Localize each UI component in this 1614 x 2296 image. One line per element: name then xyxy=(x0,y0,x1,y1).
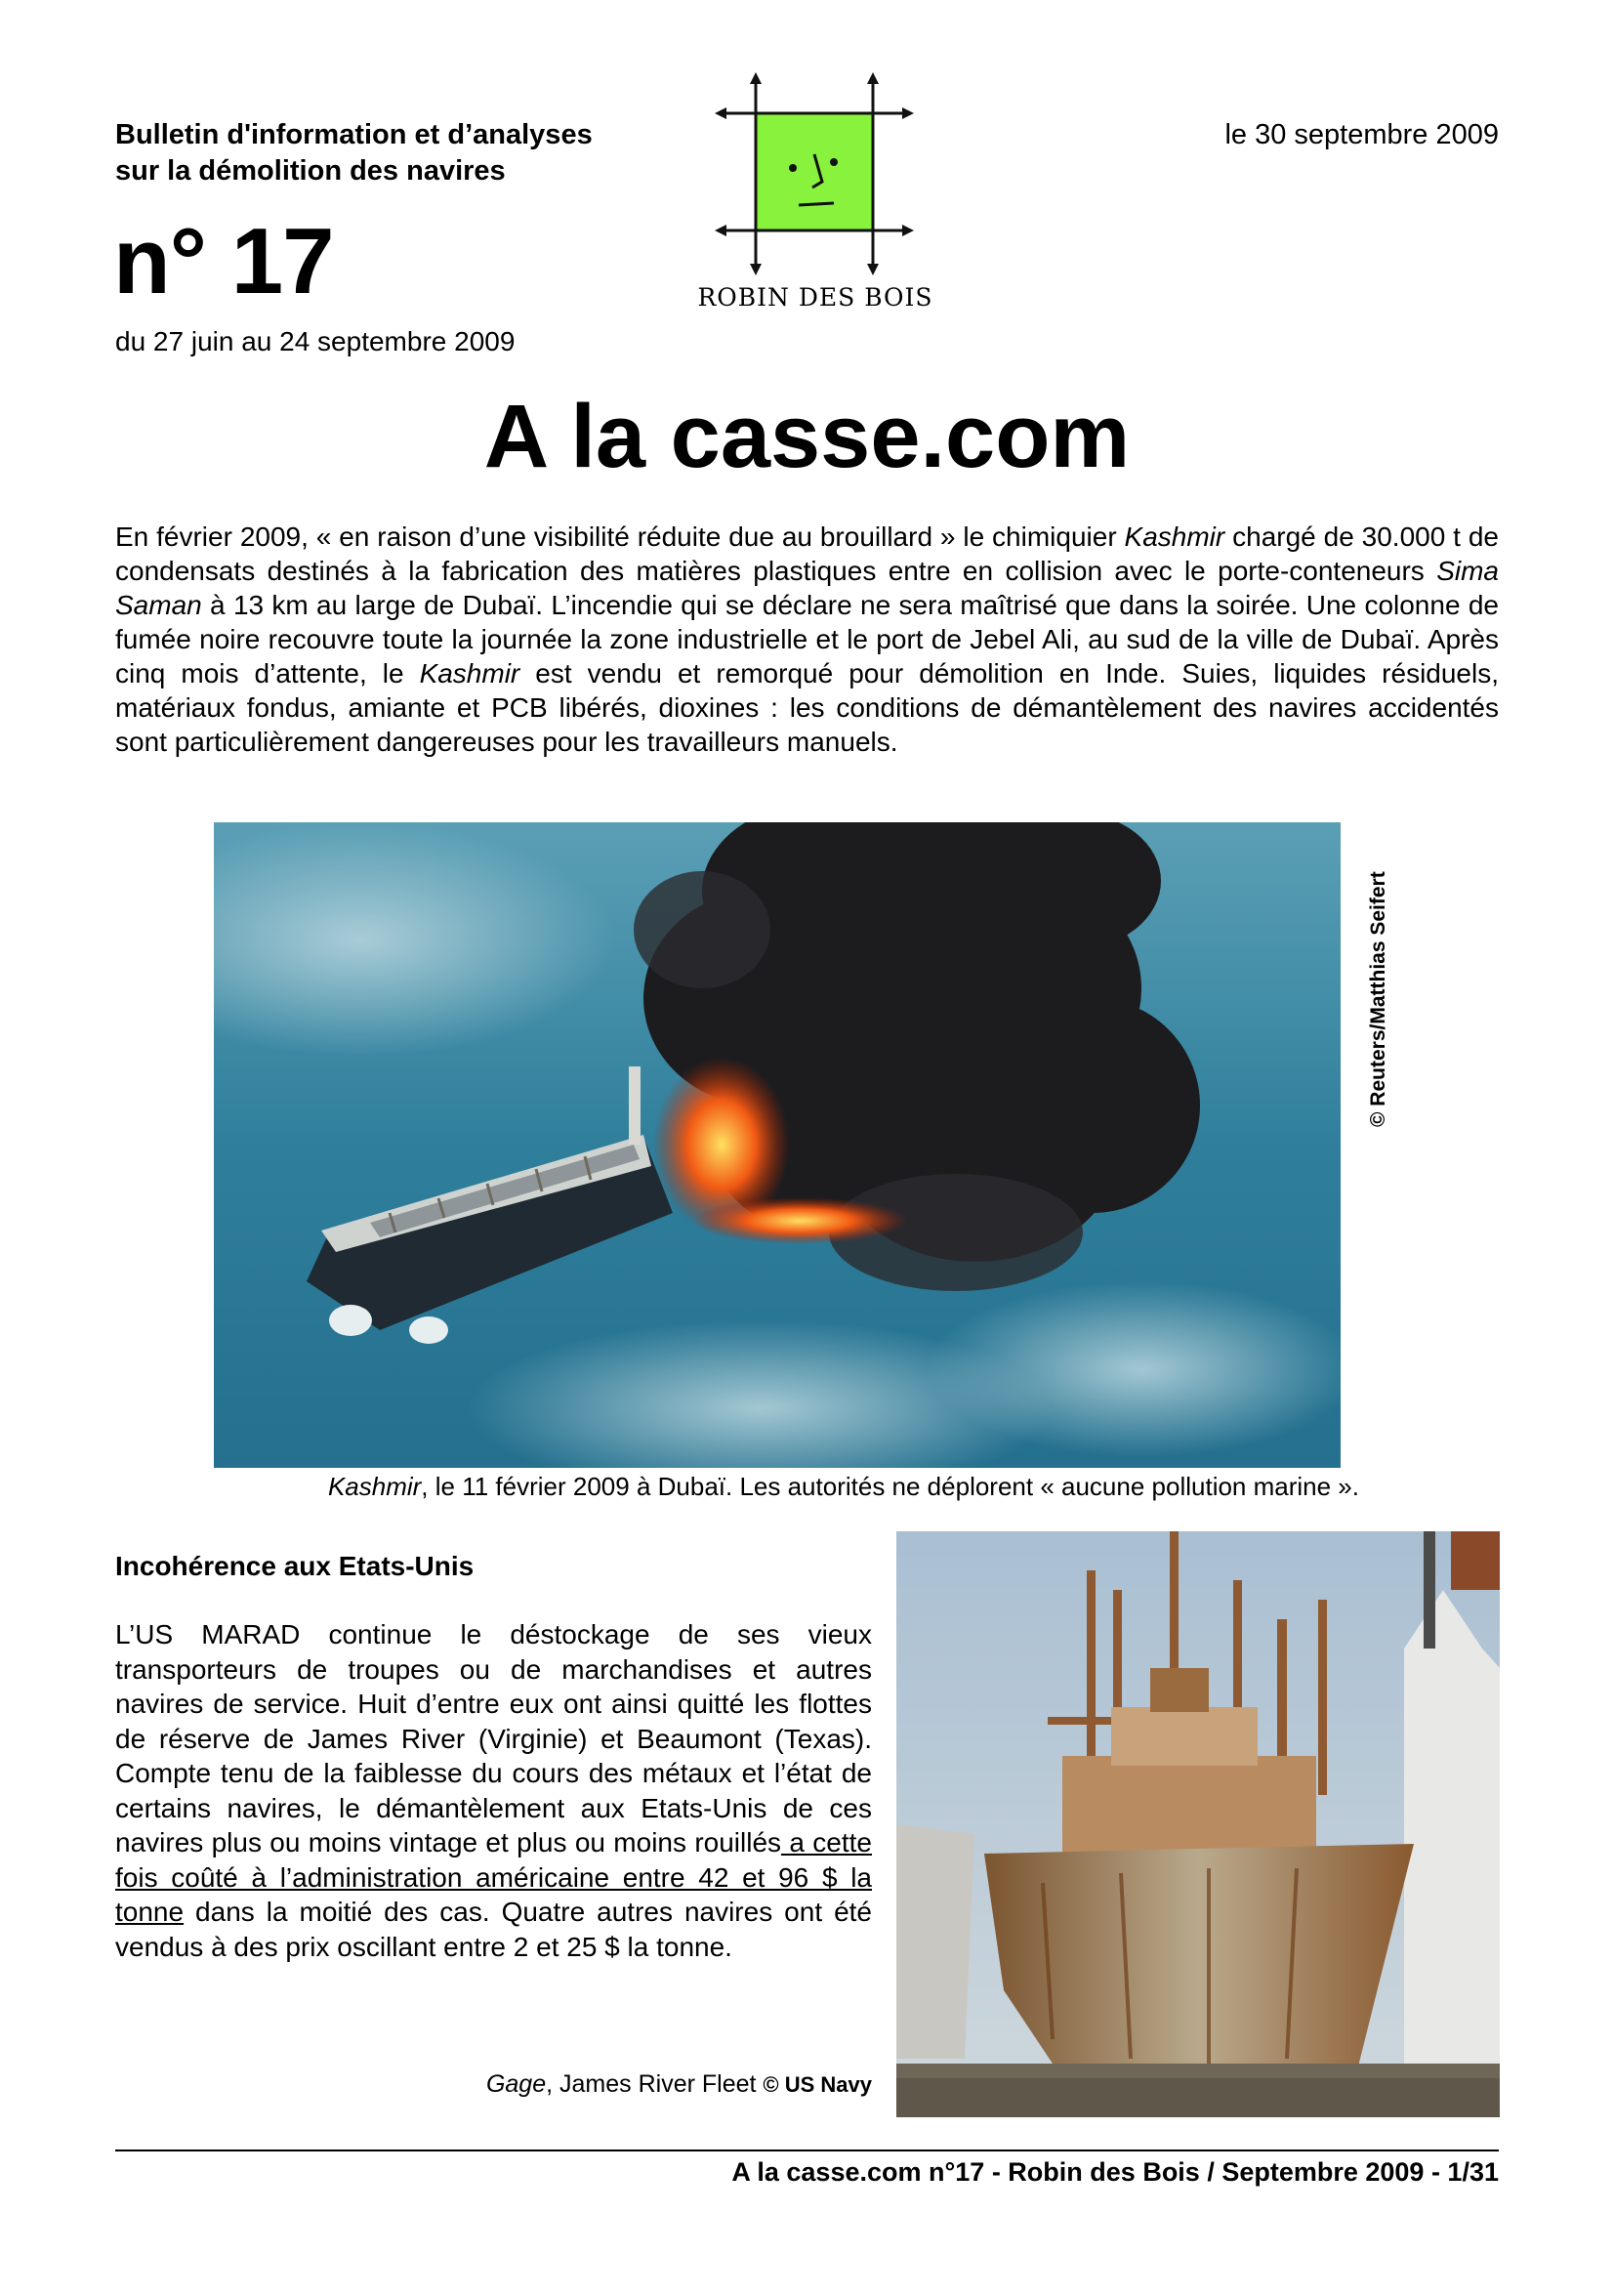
photo-caption xyxy=(0,1470,1359,1503)
bulletin-line-2: sur la démolition des navires xyxy=(115,155,506,187)
intro-text-4: est vendu et remorqué pour démolition en Inde. Suies, liquides résiduels, matériaux fondus, amiante et PCB libérés, dioxines : les conditions de démantèlement des navires accidentés sont particulièrement dangereuses pour les travailleurs manuels. xyxy=(115,658,1500,757)
intro-text-1: En février 2009, « en raison d’une visibilité réduite due au brouillard » le chimiquier xyxy=(115,522,1125,552)
ship-name: Kashmir xyxy=(1124,522,1225,552)
issue-period: du 27 juin au 24 septembre 2009 xyxy=(115,326,516,356)
photo-caption xyxy=(115,2068,872,2101)
section-text-1: L’US MARAD continue le déstockage de ses vieux transporteurs de troupes ou de marchandises et autres navires de service. Huit d’entre eux ont ainsi quitté les flottes de réserve de James River (Virginie) et Beaumont (Texas). Compte tenu de la faiblesse du cours des métaux et l’état de certains navires, le démantèlement aux Etats-Unis de ces navires plus ou moins vintage et plus ou moins rouillés xyxy=(115,1619,872,1858)
caption-ship-name: Gage xyxy=(485,2070,547,2098)
section-title: Incohérence aux Etats-Unis xyxy=(115,1551,475,1581)
intro-paragraph xyxy=(115,520,1499,759)
bulletin-line-1: Bulletin d'information et d’analyses xyxy=(115,119,593,150)
logo-label: ROBIN DES BOIS xyxy=(697,283,933,312)
robin-des-bois-logo xyxy=(715,72,914,316)
ship-name: Kashmir xyxy=(419,658,520,689)
caption-text: , le 11 février 2009 à Dubaï. Les autorités ne déplorent « aucune pollution marine ». xyxy=(421,1472,1359,1501)
photo-credit: © Reuters/Matthias Seifert xyxy=(1367,871,1389,1127)
page-footer: A la casse.com n°17 - Robin des Bois / Septembre 2009 - 1/31 xyxy=(731,2157,1499,2187)
kashmir-burning-photo xyxy=(214,822,1341,1468)
publication-date: le 30 septembre 2009 xyxy=(1224,119,1499,150)
ship-name: Sima Saman xyxy=(115,556,1499,620)
section-paragraph xyxy=(115,1617,872,1964)
gage-rusty-ship-photo xyxy=(896,1531,1500,2117)
issue-number: n° 17 xyxy=(113,209,334,313)
page-title: A la casse.com xyxy=(483,387,1131,486)
caption-credit: © US Navy xyxy=(763,2072,872,2097)
intro-text-2: chargé de 30.000 t de condensats destinés à la fabrication des matières plastiques entre en collision avec le porte-conteneurs xyxy=(115,522,1499,586)
caption-text: , James River Fleet xyxy=(546,2070,764,2098)
underlined-text: a cette fois coûté à l’administration américaine entre 42 et 96 $ la tonne xyxy=(115,1827,872,1927)
footer-rule xyxy=(115,2150,1499,2151)
caption-ship-name: Kashmir xyxy=(327,1472,422,1501)
bulletin-subtitle xyxy=(115,117,593,189)
section-text-2: dans la moitié des cas. Quatre autres navires ont été vendus à des prix oscillant entre 2 et 25 $ la tonne. xyxy=(115,1897,872,1962)
intro-text-3: à 13 km au large de Dubaï. L’incendie qui se déclare ne sera maîtrisé que dans la soirée. Une colonne de fumée noire recouvre toute la journée la zone industrielle et le port de Jebel Ali, au sud de la ville de Dubaï. Après cinq mois d’attente, le xyxy=(115,590,1499,689)
